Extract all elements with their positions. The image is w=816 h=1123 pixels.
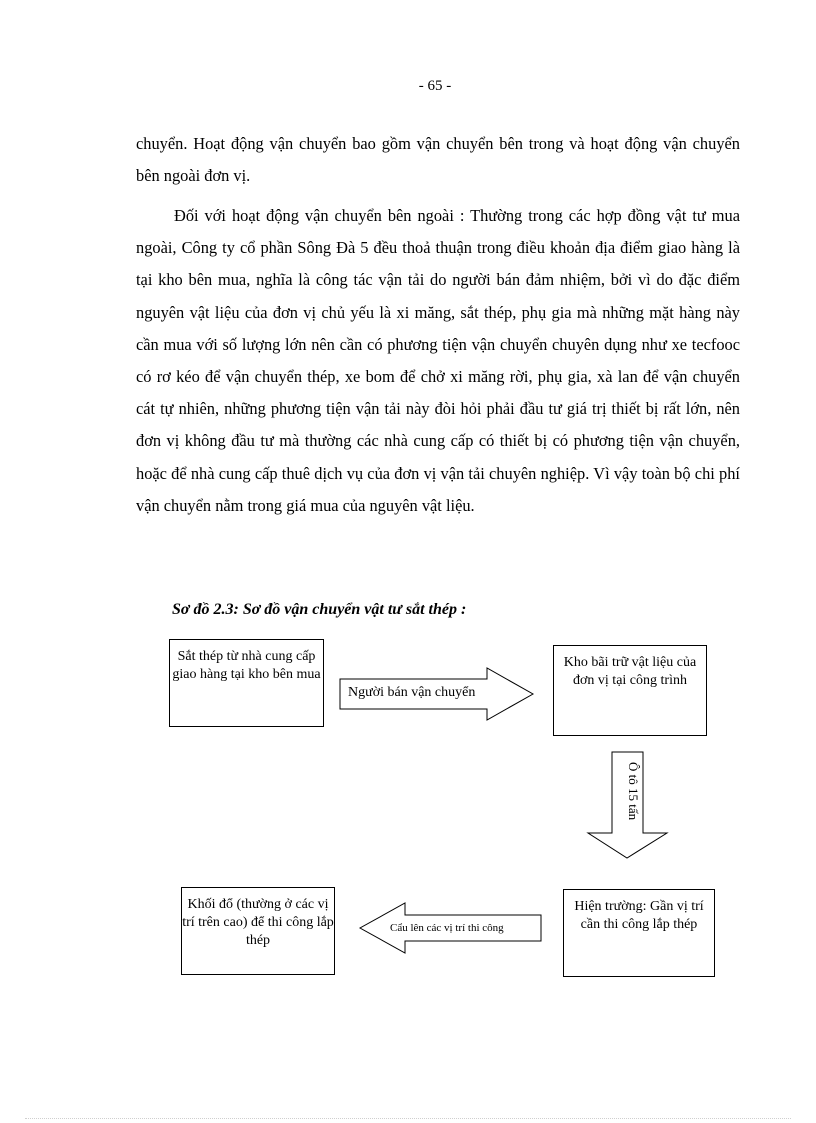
box-warehouse: Kho bãi trữ vật liệu của đơn vị tại công trình	[553, 645, 707, 736]
page-footer-divider	[25, 1118, 791, 1119]
page-number: - 65 -	[418, 78, 452, 94]
box-site: Hiện trường: Gần vị trí cần thi công lắp thép	[563, 889, 715, 977]
arrow-label-crane: Cẩu lên các vị trí thi công	[390, 922, 504, 934]
paragraph-2-text: Đối với hoạt động vận chuyển bên ngoài : Thường trong các hợp đồng vật tư mua ngoài, Công ty cổ phần Sông Đà 5 đều thoả thuận trong điều khoản địa điểm giao hàng là tại kho bên mua, nghĩa là công tác vận tải do người bán đảm nhiệm, bởi vì do đặc điểm nguyên vật liệu của đơn vị chủ yếu là xi măng, sắt thép, phụ gia mà những mặt hàng này cần mua với số lượng lớn nên cần có phương tiện vận chuyển chuyên dụng như xe tecfooc có rơ kéo để vận chuyển thép, xe bom để chở xi măng rời, phụ gia, xà lan để vận chuyển cát tự nhiên, những phương tiện vận tải này đòi hỏi phải đầu tư giá trị thiết bị rất lớn, nên đơn vị không đầu tư mà thường các nhà cung cấp có thiết bị có phương tiện vận chuyển, hoặc để nhà cung cấp thuê dịch vụ của đơn vị vận tải chuyên nghiệp. Vì vậy toàn bộ chi phí vận chuyển nằm trong giá mua của nguyên vật liệu.	[136, 206, 740, 515]
box-supplier: Sắt thép từ nhà cung cấp giao hàng tại kho bên mua	[169, 639, 324, 727]
arrow-label-truck: Ô tô 15 tấn	[626, 762, 641, 821]
diagram-title: Sơ đồ 2.3: Sơ đồ vận chuyển vật tư sắt thép :	[172, 601, 467, 618]
paragraph-1-text: chuyển. Hoạt động vận chuyển bao gồm vận chuyển bên trong và hoạt động vận chuyển bên ngoài đơn vị.	[136, 134, 740, 186]
arrow-label-seller-transport: Người bán vận chuyển	[348, 685, 476, 700]
box-formwork: Khối đổ (thường ở các vị trí trên cao) để thi công lắp thép	[181, 887, 335, 975]
